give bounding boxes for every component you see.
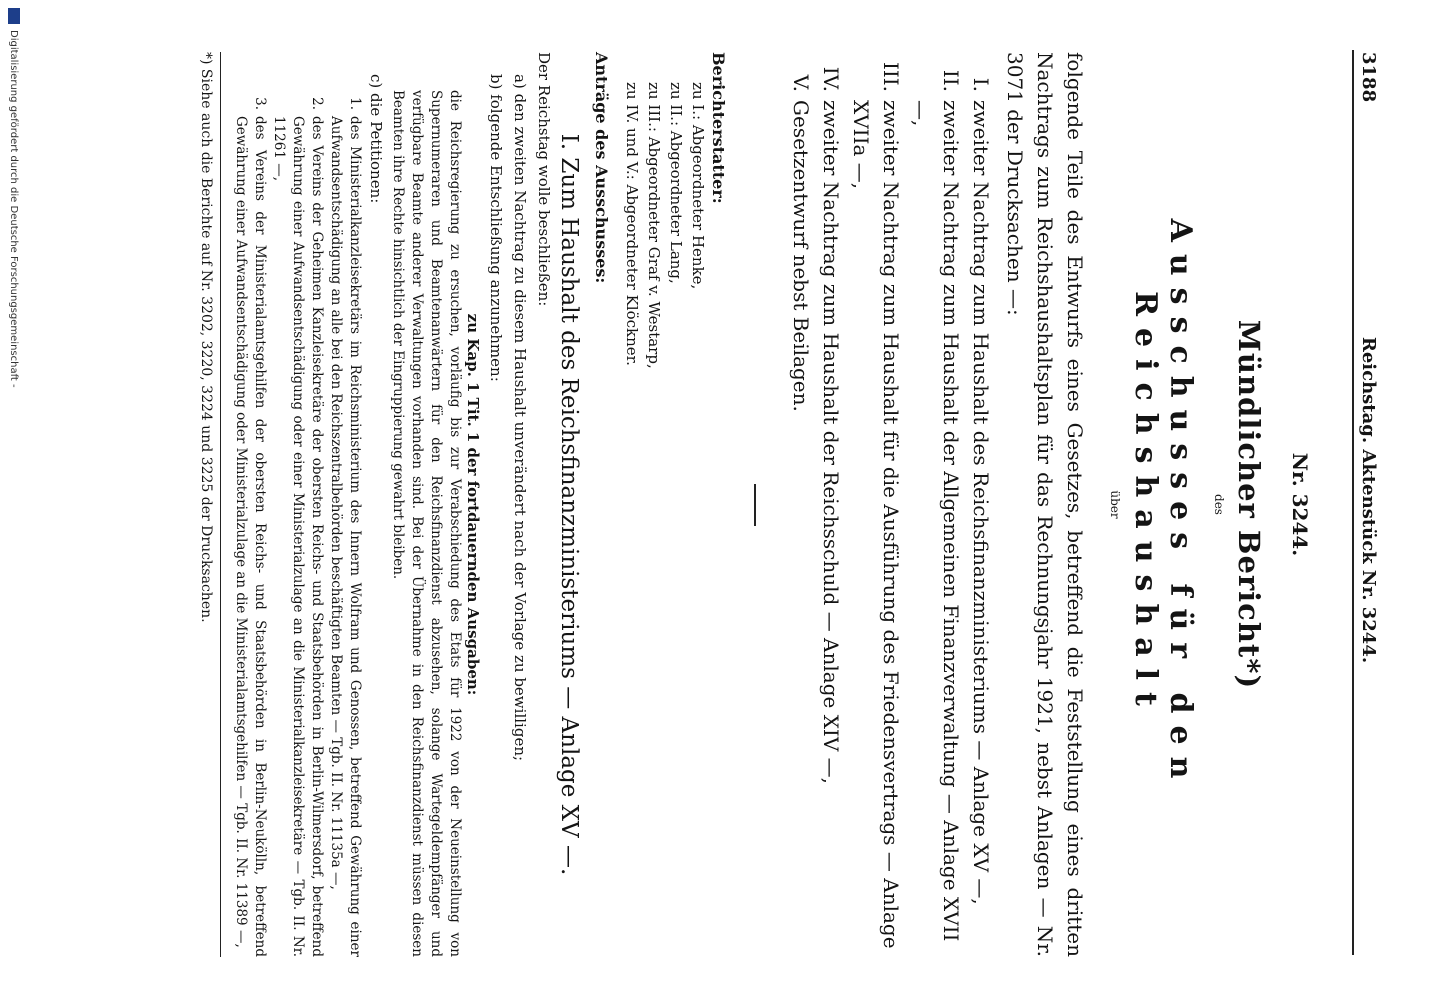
item-number: IV. xyxy=(819,66,843,92)
item-number: I. xyxy=(969,77,993,92)
berichterstatter-line: zu IV. und V.: Abgeordneter Klöckner. xyxy=(623,82,642,366)
running-header: Reichstag. Aktenstück Nr. 3244. xyxy=(1358,336,1379,664)
item-text: Gesetzentwurf nebst Beilagen. xyxy=(789,100,813,412)
petition-number: 1. xyxy=(347,97,364,110)
resolution-b: b) folgende Entschließung anzunehmen: xyxy=(487,74,506,382)
item-number: V. xyxy=(789,74,813,92)
resolution-c: c) die Petitionen: xyxy=(367,74,386,204)
digitization-credit xyxy=(0,0,28,1000)
des-line: des xyxy=(1212,494,1226,515)
petition-item xyxy=(327,52,365,957)
petition-item xyxy=(270,52,327,957)
document-number: Nr. 3244. xyxy=(1288,452,1312,557)
resolution-intro: Der Reichstag wolle beschließen: xyxy=(535,52,554,307)
dfg-credit-text: Digitalisierung gefördert durch die Deutsche Forschungsgemeinschaft - xyxy=(8,30,20,388)
berichterstatter-heading: Berichterstatter: xyxy=(709,52,729,204)
antraege-heading: Anträge des Ausschusses: xyxy=(592,52,612,284)
petition-number: 2. xyxy=(309,97,326,110)
petition-text: des Vereins der Geheimen Kanzleisekretäre der obersten Reichs- und Staatsbehörden in Berlin-Wilmersdorf, betreffend Gewährung einer Aufwandsentschädigung oder einer Ministerialzulage an die Ministerialkanzleisekretäre — Tgb. II. Nr. 11261 —, xyxy=(271,116,326,957)
item-text: zweiter Nachtrag zum Haushalt der Allgemeinen Finanzverwaltung — Anlage XVII —, xyxy=(909,100,963,942)
petition-number: 3. xyxy=(252,97,269,110)
dfg-logo xyxy=(8,8,20,24)
footnote: *) Siehe auch die Berichte auf Nr. 3202, 3220, 3224 und 3225 der Drucksachen. xyxy=(198,52,214,623)
list-item xyxy=(816,52,846,957)
list-item xyxy=(786,52,816,957)
committee-title: Ausschusses für den Reichshaushalt xyxy=(1128,218,1198,791)
footnote-rule xyxy=(220,52,222,957)
petition-text: des Ministerialkanzleisekretärs im Reichsministerium des Innern Wolfram und Genossen, betreffend Gewährung einer Aufwandsentschädigung an alle bei den Reichszentralbehörden beschäftigten Beamten — Tgb. II. Nr. 11135a —, xyxy=(328,116,364,957)
item-number: III. xyxy=(879,61,903,92)
item-text: zweiter Nachtrag zum Haushalt für die Ausführung des Friedensvertrags — Anlage XVIIa —, xyxy=(849,100,903,949)
petition-text: des Vereins der Ministerialamtsgehilfen der obersten Reichs- und Staatsbehörden in Berlin-Neukölln, betreffend Gewährung einer Aufwandsentschädigung oder Ministerialzulage an die Ministerialamtsgehilfen — Tgb. II. Nr. 11389 —, xyxy=(233,116,269,957)
ueber-line: über xyxy=(1108,490,1122,519)
list-item xyxy=(846,52,906,957)
section-divider xyxy=(755,484,757,526)
list-item xyxy=(906,52,966,957)
petition-item xyxy=(232,52,270,957)
resolution-a: a) den zweiten Nachtrag zu diesem Haushalt unverändert nach der Vorlage zu bewilligen; xyxy=(511,74,530,762)
berichterstatter-line: zu III.: Abgeordneter Graf v. Westarp, xyxy=(645,82,664,369)
item-text: zweiter Nachtrag zum Haushalt des Reichsfinanzministeriums — Anlage XV —, xyxy=(969,100,993,905)
document-title: Mündlicher Bericht*) xyxy=(1232,319,1266,690)
berichterstatter-line: zu I.: Abgeordneter Henke, xyxy=(689,82,708,290)
list-item xyxy=(966,52,996,957)
section-heading: I. Zum Haushalt des Reichsfinanzministeriums — Anlage XV —. xyxy=(556,133,583,876)
header-rule xyxy=(1352,50,1354,955)
berichterstatter-line: zu II.: Abgeordneter Lang, xyxy=(667,82,686,284)
item-number: II. xyxy=(939,69,963,92)
kapitel-heading: zu Kap. 1 Tit. 1 der fortdauernden Ausgaben: xyxy=(464,313,483,696)
entschliessung-text: die Reichsregierung zu ersuchen, vorläufig bis zur Verabschiedung des Etats für 1922 von der Neueinstellung von Supernumeraren und Beamtenanwärtern für den Reichsfinanzdienst abzusehen, solange Wartegeldempfänger und verfügbare Beamte anderer Verwaltungen vorhanden sind. Bei der Übernahme in den Reichsfinanzdienst müssen diesen Beamten ihre Rechte hinsichtlich der Eingruppierung gewahrt bleiben. xyxy=(390,90,464,957)
intro-paragraph: folgende Teile des Entwurfs eines Gesetzes, betreffend die Feststellung eines dritten Nachtrags zum Reichshaushaltsplan für das Rechnungsjahr 1921, nebst Anlagen — Nr. 3071 der Drucksachen —: xyxy=(1003,52,1087,957)
item-list xyxy=(786,52,996,957)
main-column xyxy=(198,52,1324,957)
page-number: 3188 xyxy=(1358,52,1379,103)
item-text: zweiter Nachtrag zum Haushalt der Reichsschuld — Anlage XIV —, xyxy=(819,100,843,784)
